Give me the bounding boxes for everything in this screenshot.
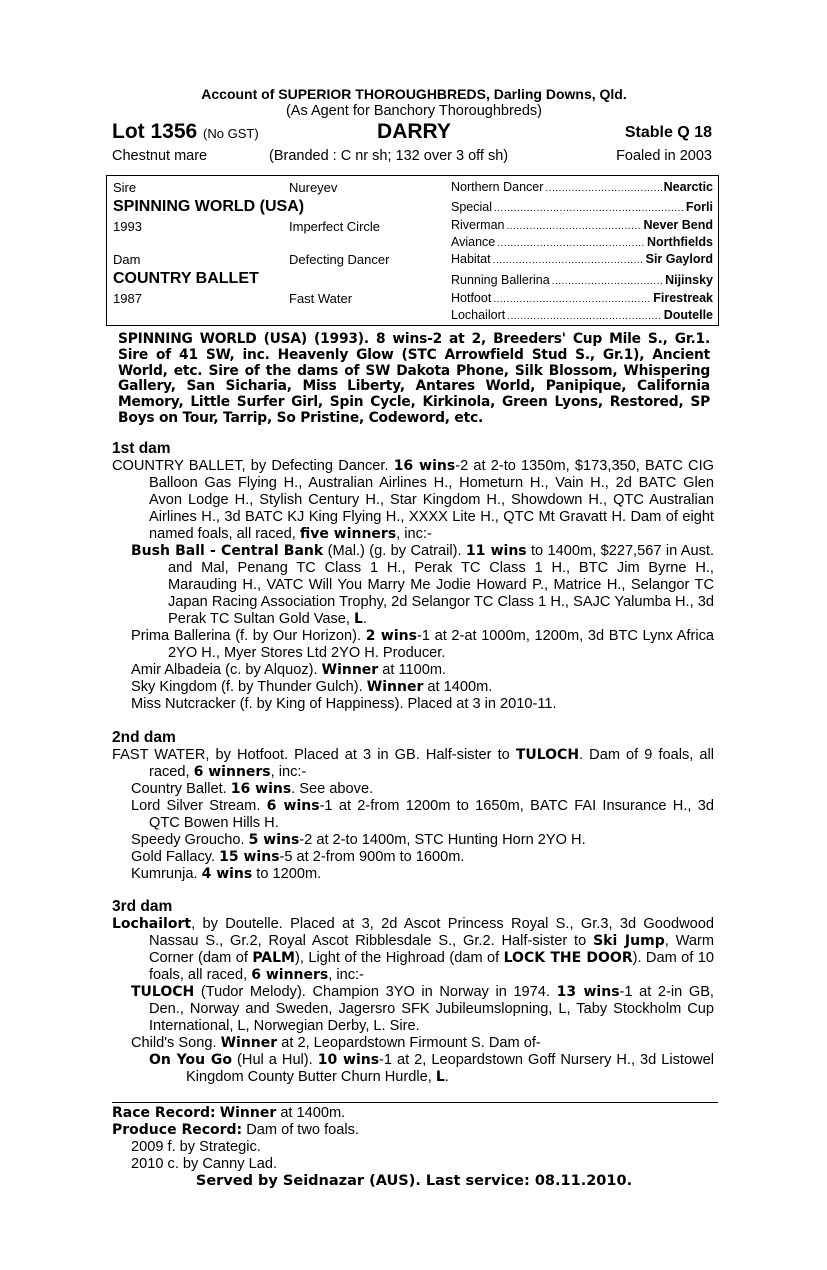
text: . See above. <box>291 781 374 797</box>
text: , inc:- <box>328 967 364 983</box>
progeny-entry <box>131 679 714 696</box>
horse-brand: (Branded : C nr sh; 132 over 3 off sh) <box>269 148 509 164</box>
ancestor-row <box>451 200 713 214</box>
foal-entry: 2010 c. by Canny Lad. <box>131 1156 278 1172</box>
horse-name: LOCK THE DOOR <box>503 950 633 966</box>
ancestor-right: Northfields <box>647 235 713 249</box>
wins: 11 wins <box>465 543 527 559</box>
progeny-entry <box>131 832 714 849</box>
text: , inc:- <box>270 764 307 780</box>
third-dam-heading: 3rd dam <box>112 898 173 915</box>
horse-details-row <box>112 148 716 168</box>
wins: 5 wins <box>248 832 300 848</box>
ancestor-row <box>451 235 713 249</box>
text: Dam of two foals. <box>242 1122 359 1138</box>
horse-name: PALM <box>252 950 295 966</box>
first-dam-heading: 1st dam <box>112 440 171 457</box>
text: Child's Song. <box>131 1035 221 1051</box>
horse-name: TULOCH <box>131 984 195 1000</box>
divider-line <box>112 1102 718 1103</box>
wins: Winner <box>321 662 379 678</box>
ancestor-left: Northern Dancer <box>451 180 544 194</box>
first-dam-intro <box>112 458 714 543</box>
foal-entry: 2009 f. by Strategic. <box>131 1139 261 1155</box>
leader-dots <box>545 180 661 194</box>
ancestor-right: Nearctic <box>663 180 713 194</box>
leader-dots <box>493 252 644 266</box>
sire-summary: SPINNING WORLD (USA) (1993). 8 wins-2 at 2, Breeders' Cup Mile S., Gr.1. Sire of 41 SW, inc. Heavenly Glow (STC Arrowfield Stud S., Gr.1), Ancient World, etc. Sire of the dams of SW Dakota Phone, Silk Blossom, Whispering Gallery, San Sicharia, Miss Liberty, Antares World, Panipique, California Memory, Little Surfer Girl, Spin Cycle, Kirkinola, Green Lyons, Restored, SP Boys on Tour, Tarrip, So Pristine, Codeword, etc. <box>118 331 710 426</box>
wins: Winner <box>366 679 424 695</box>
text: Lord Silver Stream. <box>131 798 267 814</box>
text: Gold Fallacy. <box>131 849 220 865</box>
horse-name: Lochailort <box>112 916 192 932</box>
ancestor-right: Forli <box>685 200 713 214</box>
leader-dots <box>493 291 651 305</box>
third-dam-section <box>112 916 714 1086</box>
dam-label: Dam <box>113 252 141 267</box>
text: COUNTRY BALLET, by Defecting Dancer. <box>112 458 394 474</box>
lot-row <box>112 120 716 148</box>
listed: L <box>354 611 363 627</box>
horse-sex: Chestnut mare <box>112 148 208 164</box>
horse-name: On You Go <box>149 1052 233 1068</box>
text: -1 at 2-at 1000m, 1200m, 3d BTC Lynx Africa 2YO H., Myer Stores Ltd 2YO H. Producer. <box>168 628 714 661</box>
text: Prima Ballerina (f. by Our Horizon). <box>131 628 366 644</box>
ancestor-left: Habitat <box>451 252 491 266</box>
wins: 16 wins <box>393 458 456 474</box>
ancestor-row <box>451 273 713 287</box>
text: at 2, Leopardstown Firmount S. Dam of- <box>277 1035 541 1051</box>
leader-dots <box>497 235 645 249</box>
ancestor-right: Nijinsky <box>665 273 713 287</box>
text: (Hul a Hul). <box>232 1052 318 1068</box>
sire-name: SPINNING WORLD (USA) <box>113 198 305 215</box>
records-section <box>112 1105 714 1173</box>
wins: 13 wins <box>556 984 620 1000</box>
text: (Tudor Melody). Champion 3YO in Norway in 1974. <box>194 984 557 1000</box>
progeny-entry <box>131 798 714 832</box>
horse-name: TULOCH <box>515 747 580 763</box>
text: at 1400m. <box>423 679 493 695</box>
listed: L <box>435 1069 445 1085</box>
leader-dots <box>507 308 661 322</box>
sire-dam: Imperfect Circle <box>289 219 381 234</box>
text: Sky Kingdom (f. by Thunder Gulch). <box>131 679 367 695</box>
text: at 1100m. <box>378 662 447 678</box>
text: -1 at 2-from 1200m to 1650m, BATC FAI Insurance H., 3d QTC Bowen Hills H. <box>149 798 714 831</box>
progeny-entry <box>131 628 714 662</box>
text: -1 at 2-in GB, Den., Norway and Sweden, Jagersro SFK Jubileumslopning, L, Taby Stockholm Cup International, L, Norwegian Derby, L. Sire. <box>149 984 714 1034</box>
text: to 1200m. <box>252 866 322 882</box>
text: Amir Albadeia (c. by Alquoz). <box>131 662 322 678</box>
text: FAST WATER, by Hotfoot. Placed at 3 in GB. Half-sister to <box>112 747 516 763</box>
progeny-entry <box>131 984 714 1035</box>
ancestor-right: Never Bend <box>643 218 713 232</box>
ancestor-row <box>451 180 713 194</box>
ancestor-row <box>451 308 713 322</box>
second-dam-heading: 2nd dam <box>112 729 176 746</box>
ancestor-row <box>451 291 713 305</box>
produce-record <box>112 1122 714 1139</box>
text: , by Doutelle. Placed at 3, 2d Ascot Princess Royal S., Gr.3, 3d Goodwood Nassau S., Gr.2, Royal Ascot Ribblesdale S., Gr.2. Half-sister to <box>149 916 714 949</box>
ancestor-left: Running Ballerina <box>451 273 550 287</box>
second-dam-section <box>112 747 714 883</box>
text: -2 at 2-to 1400m, STC Hunting Horn 2YO H. <box>299 832 586 848</box>
wins: 6 wins <box>266 798 320 814</box>
second-dam-intro <box>112 747 714 781</box>
winners: 6 winners <box>251 967 329 983</box>
wins: 15 wins <box>219 849 280 865</box>
horse-name: Ski Jump <box>593 933 665 949</box>
ancestor-left: Lochailort <box>451 308 506 322</box>
agent-line: (As Agent for Banchory Thoroughbreds) <box>285 103 543 119</box>
wins: Winner <box>219 1105 277 1121</box>
text: -2 at 2-to 1350m, $173,350, BATC CIG Balloon Gas Flying H., Australian Airlines H., Hometurn H., Vain H., 2d BATC Glen Avon Lodge H., Stylish Century H., Star Kingdom H., Showdown H., QTC Australian Airlines H., 3d BATC KJ King Flying H., XXXX Lite H., QTC Mt Gravatt H. Dam of eight named foals, all raced, <box>149 458 714 542</box>
text: ). Dam of 10 foals, all raced, <box>149 950 714 983</box>
stable-number: Stable Q 18 <box>624 124 712 141</box>
text: , Warm Corner (dam of <box>149 933 714 966</box>
winners: five winners <box>299 526 397 542</box>
consignor-line: Account of SUPERIOR THOROUGHBREDS, Darling Downs, Qld. <box>201 86 627 102</box>
winners: 6 winners <box>193 764 271 780</box>
ancestor-right: Sir Gaylord <box>645 252 713 266</box>
ancestor-left: Aviance <box>451 235 496 249</box>
ancestor-right: Firestreak <box>653 291 713 305</box>
text: Speedy Groucho. <box>131 832 249 848</box>
progeny-entry <box>131 543 714 628</box>
progeny-entry <box>131 866 714 883</box>
lot-number <box>112 120 259 144</box>
sire-year: 1993 <box>113 219 142 234</box>
sire-sire: Nureyev <box>289 180 338 195</box>
lot-text: Lot 1356 <box>112 120 198 143</box>
progeny-entry: Miss Nutcracker (f. by King of Happiness). Placed at 3 in 2010-11. <box>131 696 557 712</box>
text: , inc:- <box>396 526 432 542</box>
dam-sire: Defecting Dancer <box>289 252 390 267</box>
ancestor-row <box>451 252 713 266</box>
text: . <box>362 611 368 627</box>
progeny-entry <box>131 662 714 679</box>
dam-name: COUNTRY BALLET <box>113 270 259 287</box>
label: Produce Record: <box>112 1122 243 1138</box>
pedigree-table <box>106 175 719 326</box>
progeny-entry <box>149 1052 714 1086</box>
text: -1 at 2, Leopardstown Goff Nursery H., 3d Listowel Kingdom County Butter Churn Hurdle, <box>186 1052 714 1085</box>
text: Country Ballet. <box>131 781 231 797</box>
wins: 16 wins <box>230 781 292 797</box>
wins: 10 wins <box>317 1052 380 1068</box>
ancestor-row <box>451 218 713 232</box>
text: at 1400m. <box>276 1105 346 1121</box>
horse-name: DARRY <box>377 120 451 143</box>
first-dam-section <box>112 458 714 713</box>
dam-year: 1987 <box>113 291 142 306</box>
service-note: Served by Seidnazar (AUS). Last service: 08.11.2010. <box>195 1173 633 1189</box>
ancestor-left: Riverman <box>451 218 505 232</box>
leader-dots <box>507 218 642 232</box>
leader-dots <box>494 200 684 214</box>
third-dam-intro <box>112 916 714 984</box>
wins: 4 wins <box>201 866 253 882</box>
race-record <box>112 1105 714 1122</box>
progeny-entry <box>131 781 714 798</box>
text: Kumrunja. <box>131 866 202 882</box>
horse-name: Bush Ball - Central Bank <box>131 543 324 559</box>
text: ), Light of the Highroad (dam of <box>294 950 504 966</box>
ancestor-right: Doutelle <box>663 308 713 322</box>
text: -5 at 2-from 900m to 1600m. <box>279 849 465 865</box>
label: Race Record: <box>112 1105 216 1121</box>
foaled-year: Foaled in 2003 <box>616 148 712 164</box>
sire-label: Sire <box>113 180 137 195</box>
progeny-entry <box>131 849 714 866</box>
wins: Winner <box>220 1035 278 1051</box>
text: . Dam of 9 foals, all raced, <box>149 747 714 780</box>
dam-dam: Fast Water <box>289 291 353 306</box>
wins: 2 wins <box>365 628 417 644</box>
text: (Mal.) (g. by Catrail). <box>323 543 466 559</box>
ancestor-left: Special <box>451 200 492 214</box>
text: to 1400m, $227,567 in Aust. and Mal, Penang TC Class 1 H., Perak TC Class 1 H., BTC Jim Byrne H., Marauding H., VATC Will You Marry Me Jodie Howard P., Matrice H., Selangor TC Japan Racing Association Trophy, 2d Selangor TC Class 1 H., SAJC Yalumba H., 3d Perak TC Sultan Gold Vase, <box>168 543 715 627</box>
ancestor-left: Hotfoot <box>451 291 492 305</box>
gst-note: (No GST) <box>203 126 259 141</box>
progeny-entry <box>131 1035 714 1052</box>
text: . <box>444 1069 449 1085</box>
leader-dots <box>552 273 663 287</box>
